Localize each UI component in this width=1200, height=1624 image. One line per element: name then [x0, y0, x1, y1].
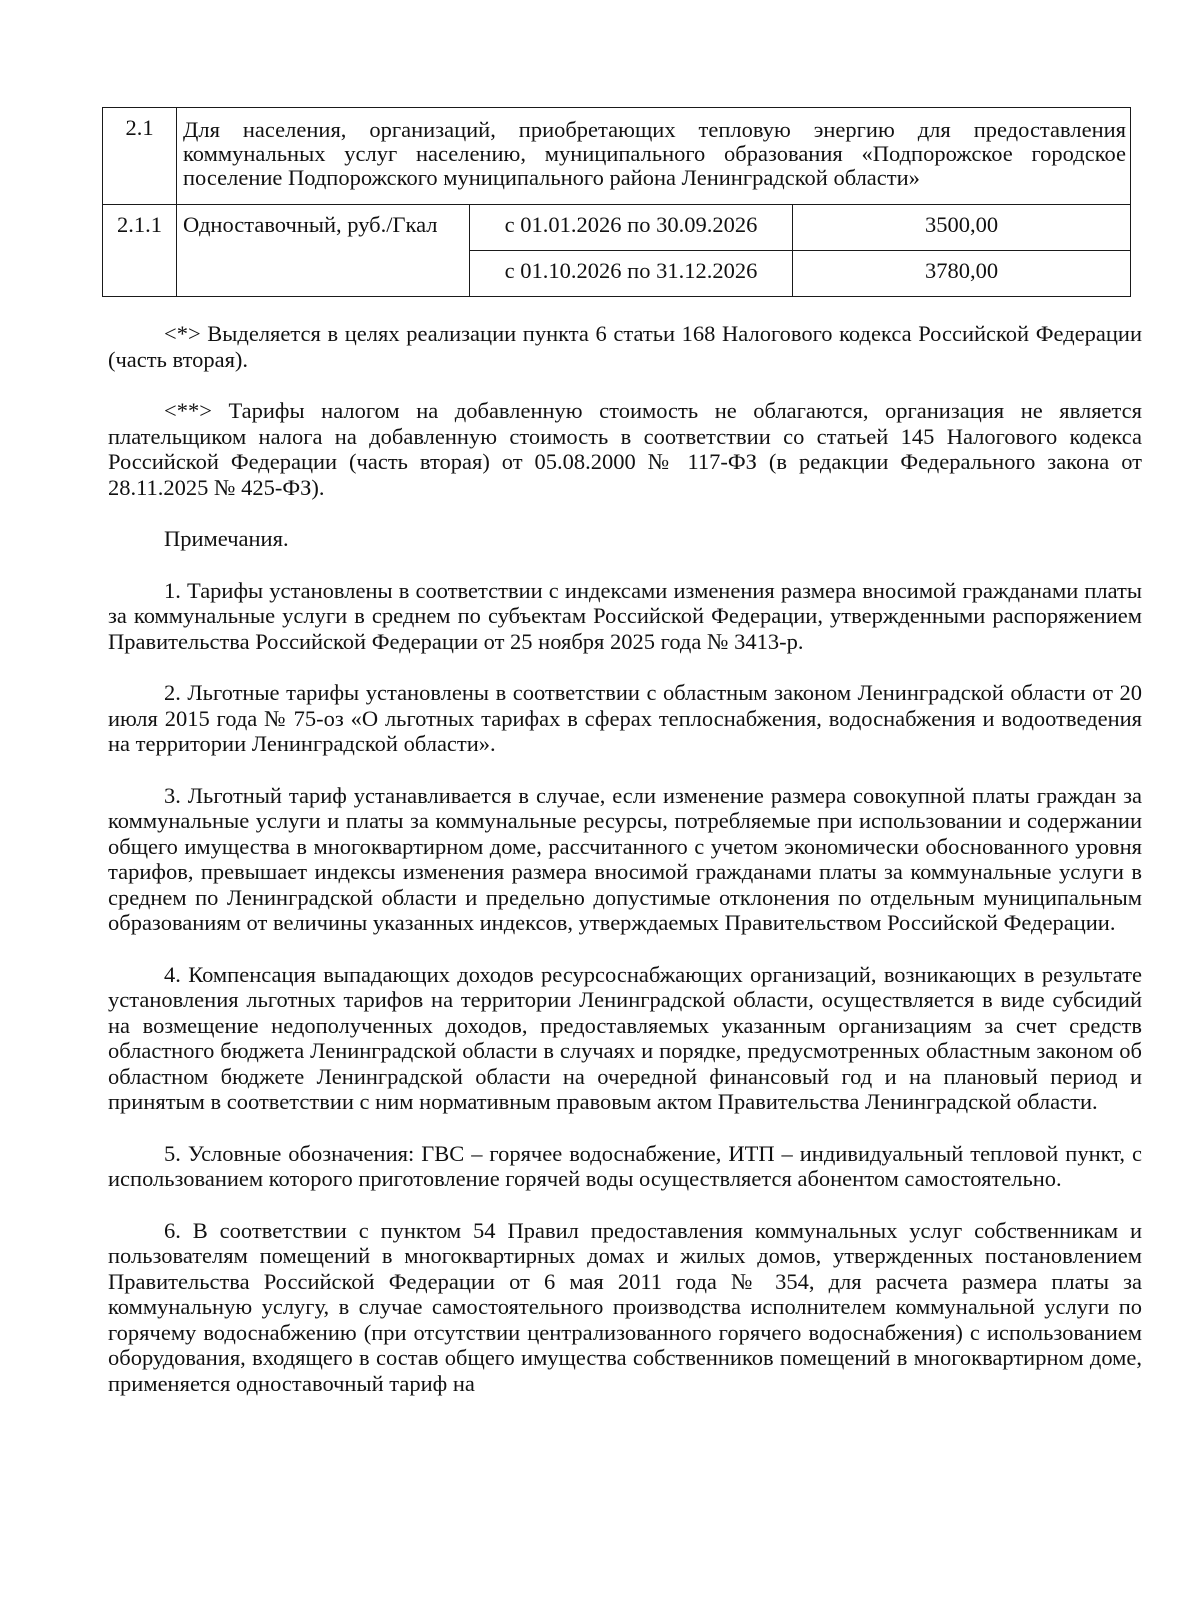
tariff-price: 3500,00 [793, 205, 1131, 251]
note-item-5: 5. Условные обозначения: ГВС – горячее водоснабжение, ИТП – индивидуальный тепловой пункт, с использованием которого приготовление горячей воды осуществляется абонентом самостоятельно. [108, 1140, 1142, 1191]
tariff-number: 2.1.1 [103, 205, 177, 297]
section-description: Для населения, организаций, приобретающих тепловую энергию для предоставления коммунальных услуг населению, муниципального образования «Подпорожское городское поселение Подпорожского муниципального района Ленинградской области» [177, 108, 1131, 205]
footnote-1: <*> Выделяется в целях реализации пункта 6 статьи 168 Налогового кодекса Российской Федерации (часть вторая). [108, 321, 1142, 372]
note-item-2: 2. Льготные тарифы установлены в соответствии с областным законом Ленинградской области от 20 июля 2015 года № 75-оз «О льготных тарифах в сферах теплоснабжения, водоснабжения и водоотведения на территории Ленинградской области». [108, 680, 1142, 756]
table-row-section [103, 108, 1131, 205]
tariff-type: Одноставочный, руб./Гкал [177, 205, 470, 297]
tariff-price: 3780,00 [793, 251, 1131, 297]
tariff-table [102, 107, 1131, 297]
section-number: 2.1 [103, 108, 177, 205]
note-item-1: 1. Тарифы установлены в соответствии с индексами изменения размера вносимой гражданами платы за коммунальные услуги в среднем по субъектам Российской Федерации, утвержденными распоряжением Правительства Российской Федерации от 25 ноября 2025 года № 3413-р. [108, 577, 1142, 654]
tariff-period: с 01.10.2026 по 31.12.2026 [470, 251, 793, 297]
note-item-3: 3. Льготный тариф устанавливается в случае, если изменение размера совокупной платы граждан за коммунальные услуги и платы за коммунальные ресурсы, потребляемые при использовании и содержании общего имущества в многоквартирном доме, рассчитанного с учетом экономически обоснованного уровня тарифов, превышает индексы изменения размера вносимой гражданами платы за коммунальные услуги в среднем по Ленинградской области и предельно допустимые отклонения по отдельным муниципальным образованиям от величины указанных индексов, утверждаемых Правительством Российской Федерации. [108, 782, 1142, 935]
footnote-2: <**> Тарифы налогом на добавленную стоимость не облагаются, организация не является плательщиком налога на добавленную стоимость в соответствии со статьей 145 Налогового кодекса Российской Федерации (часть вторая) от 05.08.2000 № 117-ФЗ (в редакции Федерального закона от 28.11.2025 № 425-ФЗ). [108, 398, 1142, 500]
document-body [108, 321, 1142, 1396]
note-item-6: 6. В соответствии с пунктом 54 Правил предоставления коммунальных услуг собственникам и пользователям помещений в многоквартирных домах и жилых домов, утвержденных постановлением Правительства Российской Федерации от 6 мая 2011 года № 354, для расчета размера платы за коммунальную услугу, в случае самостоятельного производства исполнителем коммунальной услуги по горячему водоснабжению (при отсутствии централизованного горячего водоснабжения) с использованием оборудования, входящего в состав общего имущества собственников помещений в многоквартирном доме, применяется одноставочный тариф на [108, 1217, 1142, 1396]
tariff-period: с 01.01.2026 по 30.09.2026 [470, 205, 793, 251]
note-item-4: 4. Компенсация выпадающих доходов ресурсоснабжающих организаций, возникающих в результате установления льготных тарифов на территории Ленинградской области, осуществляется в виде субсидий на возмещение недополученных доходов, предоставляемых указанным организациям за счет средств областного бюджета Ленинградской области в случаях и порядке, предусмотренных областным законом об областном бюджете Ленинградской области на очередной финансовый год и на плановый период и принятым в соответствии с ним нормативным правовым актом Правительства Ленинградской области. [108, 961, 1142, 1114]
table-row [103, 205, 1131, 251]
notes-title: Примечания. [164, 526, 289, 551]
